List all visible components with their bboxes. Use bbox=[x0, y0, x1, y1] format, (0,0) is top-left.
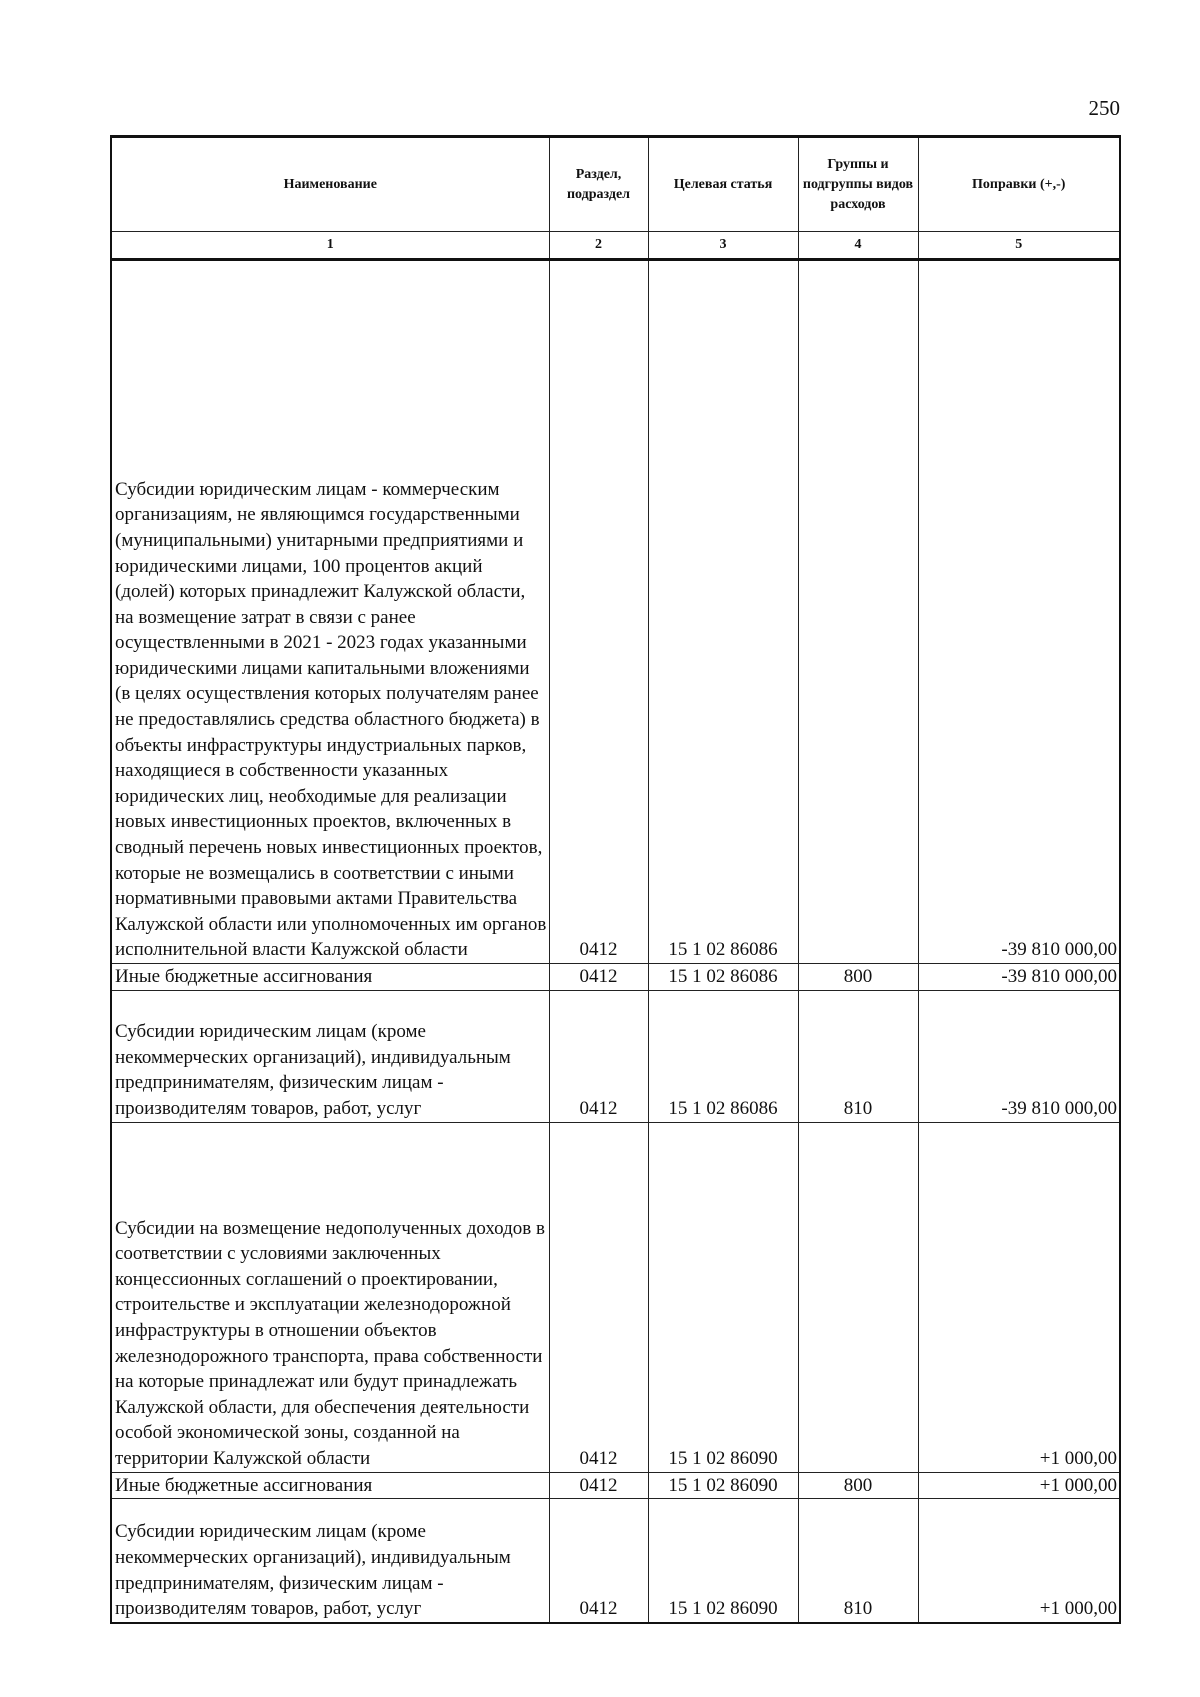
row-group bbox=[798, 1122, 918, 1472]
table-row bbox=[111, 1499, 1120, 1623]
row-amount: +1 000,00 bbox=[918, 1122, 1120, 1472]
row-section: 0412 bbox=[549, 1499, 648, 1623]
column-number: 5 bbox=[918, 232, 1120, 260]
row-name: Субсидии юридическим лицам (кроме некоммерческих организаций), индивидуальным предпринимателям, физическим лицам - производителям товаров, работ, услуг bbox=[111, 990, 549, 1122]
row-section: 0412 bbox=[549, 1122, 648, 1472]
row-amount: -39 810 000,00 bbox=[918, 964, 1120, 991]
row-amount: +1 000,00 bbox=[918, 1472, 1120, 1499]
row-group: 800 bbox=[798, 1472, 918, 1499]
row-amount: -39 810 000,00 bbox=[918, 260, 1120, 964]
header-name: Наименование bbox=[111, 137, 549, 232]
row-group: 810 bbox=[798, 1499, 918, 1623]
row-name: Иные бюджетные ассигнования bbox=[111, 964, 549, 991]
row-section: 0412 bbox=[549, 990, 648, 1122]
table-row bbox=[111, 990, 1120, 1122]
row-name: Субсидии юридическим лицам (кроме некоммерческих организаций), индивидуальным предпринимателям, физическим лицам - производителям товаров, работ, услуг bbox=[111, 1499, 549, 1623]
row-amount: -39 810 000,00 bbox=[918, 990, 1120, 1122]
table-row bbox=[111, 1122, 1120, 1472]
column-number: 3 bbox=[648, 232, 798, 260]
row-name: Субсидии юридическим лицам - коммерческим организациям, не являющимся государственными (муниципальными) унитарными предприятиями и юридическими лицами, 100 процентов акций (долей) которых принадлежит Калужской области, на возмещение затрат в связи с ранее осуществленными в 2021 - 2023 годах указанными юридическими лицами капитальными вложениями (в целях осуществления которых получателям ранее не предоставлялись средства областного бюджета) в объекты инфраструктуры индустриальных парков, находящиеся в собственности указанных юридических лиц, необходимые для реализации новых инвестиционных проектов, включенных в сводный перечень новых инвестиционных проектов, которые не возмещались в соответствии с иными нормативными правовыми актами Правительства Калужской области или уполномоченных им органов исполнительной власти Калужской области bbox=[111, 260, 549, 964]
row-section: 0412 bbox=[549, 1472, 648, 1499]
column-number: 4 bbox=[798, 232, 918, 260]
table-header-row bbox=[111, 137, 1120, 232]
row-target: 15 1 02 86086 bbox=[648, 260, 798, 964]
row-amount: +1 000,00 bbox=[918, 1499, 1120, 1623]
column-number-row bbox=[111, 232, 1120, 260]
row-section: 0412 bbox=[549, 964, 648, 991]
row-name: Иные бюджетные ассигнования bbox=[111, 1472, 549, 1499]
row-target: 15 1 02 86090 bbox=[648, 1499, 798, 1623]
table-row bbox=[111, 964, 1120, 991]
row-group bbox=[798, 260, 918, 964]
row-group: 810 bbox=[798, 990, 918, 1122]
budget-amendments-table bbox=[110, 135, 1121, 1624]
row-target: 15 1 02 86086 bbox=[648, 990, 798, 1122]
column-number: 1 bbox=[111, 232, 549, 260]
header-group: Группы и подгруппы видов расходов bbox=[798, 137, 918, 232]
row-name: Субсидии на возмещение недополученных доходов в соответствии с условиями заключенных концессионных соглашений о проектировании, строительстве и эксплуатации железнодорожной инфраструктуры в отношении объектов железнодорожного транспорта, права собственности на которые принадлежат или будут принадлежать Калужской области, для обеспечения деятельности особой экономической зоны, созданной на территории Калужской области bbox=[111, 1122, 549, 1472]
table-row bbox=[111, 260, 1120, 964]
header-amount: Поправки (+,-) bbox=[918, 137, 1120, 232]
page-number: 250 bbox=[1088, 96, 1120, 120]
row-target: 15 1 02 86086 bbox=[648, 964, 798, 991]
header-section: Раздел, подраздел bbox=[549, 137, 648, 232]
row-target: 15 1 02 86090 bbox=[648, 1122, 798, 1472]
row-target: 15 1 02 86090 bbox=[648, 1472, 798, 1499]
column-number: 2 bbox=[549, 232, 648, 260]
row-section: 0412 bbox=[549, 260, 648, 964]
row-group: 800 bbox=[798, 964, 918, 991]
table-row bbox=[111, 1472, 1120, 1499]
header-target: Целевая статья bbox=[648, 137, 798, 232]
